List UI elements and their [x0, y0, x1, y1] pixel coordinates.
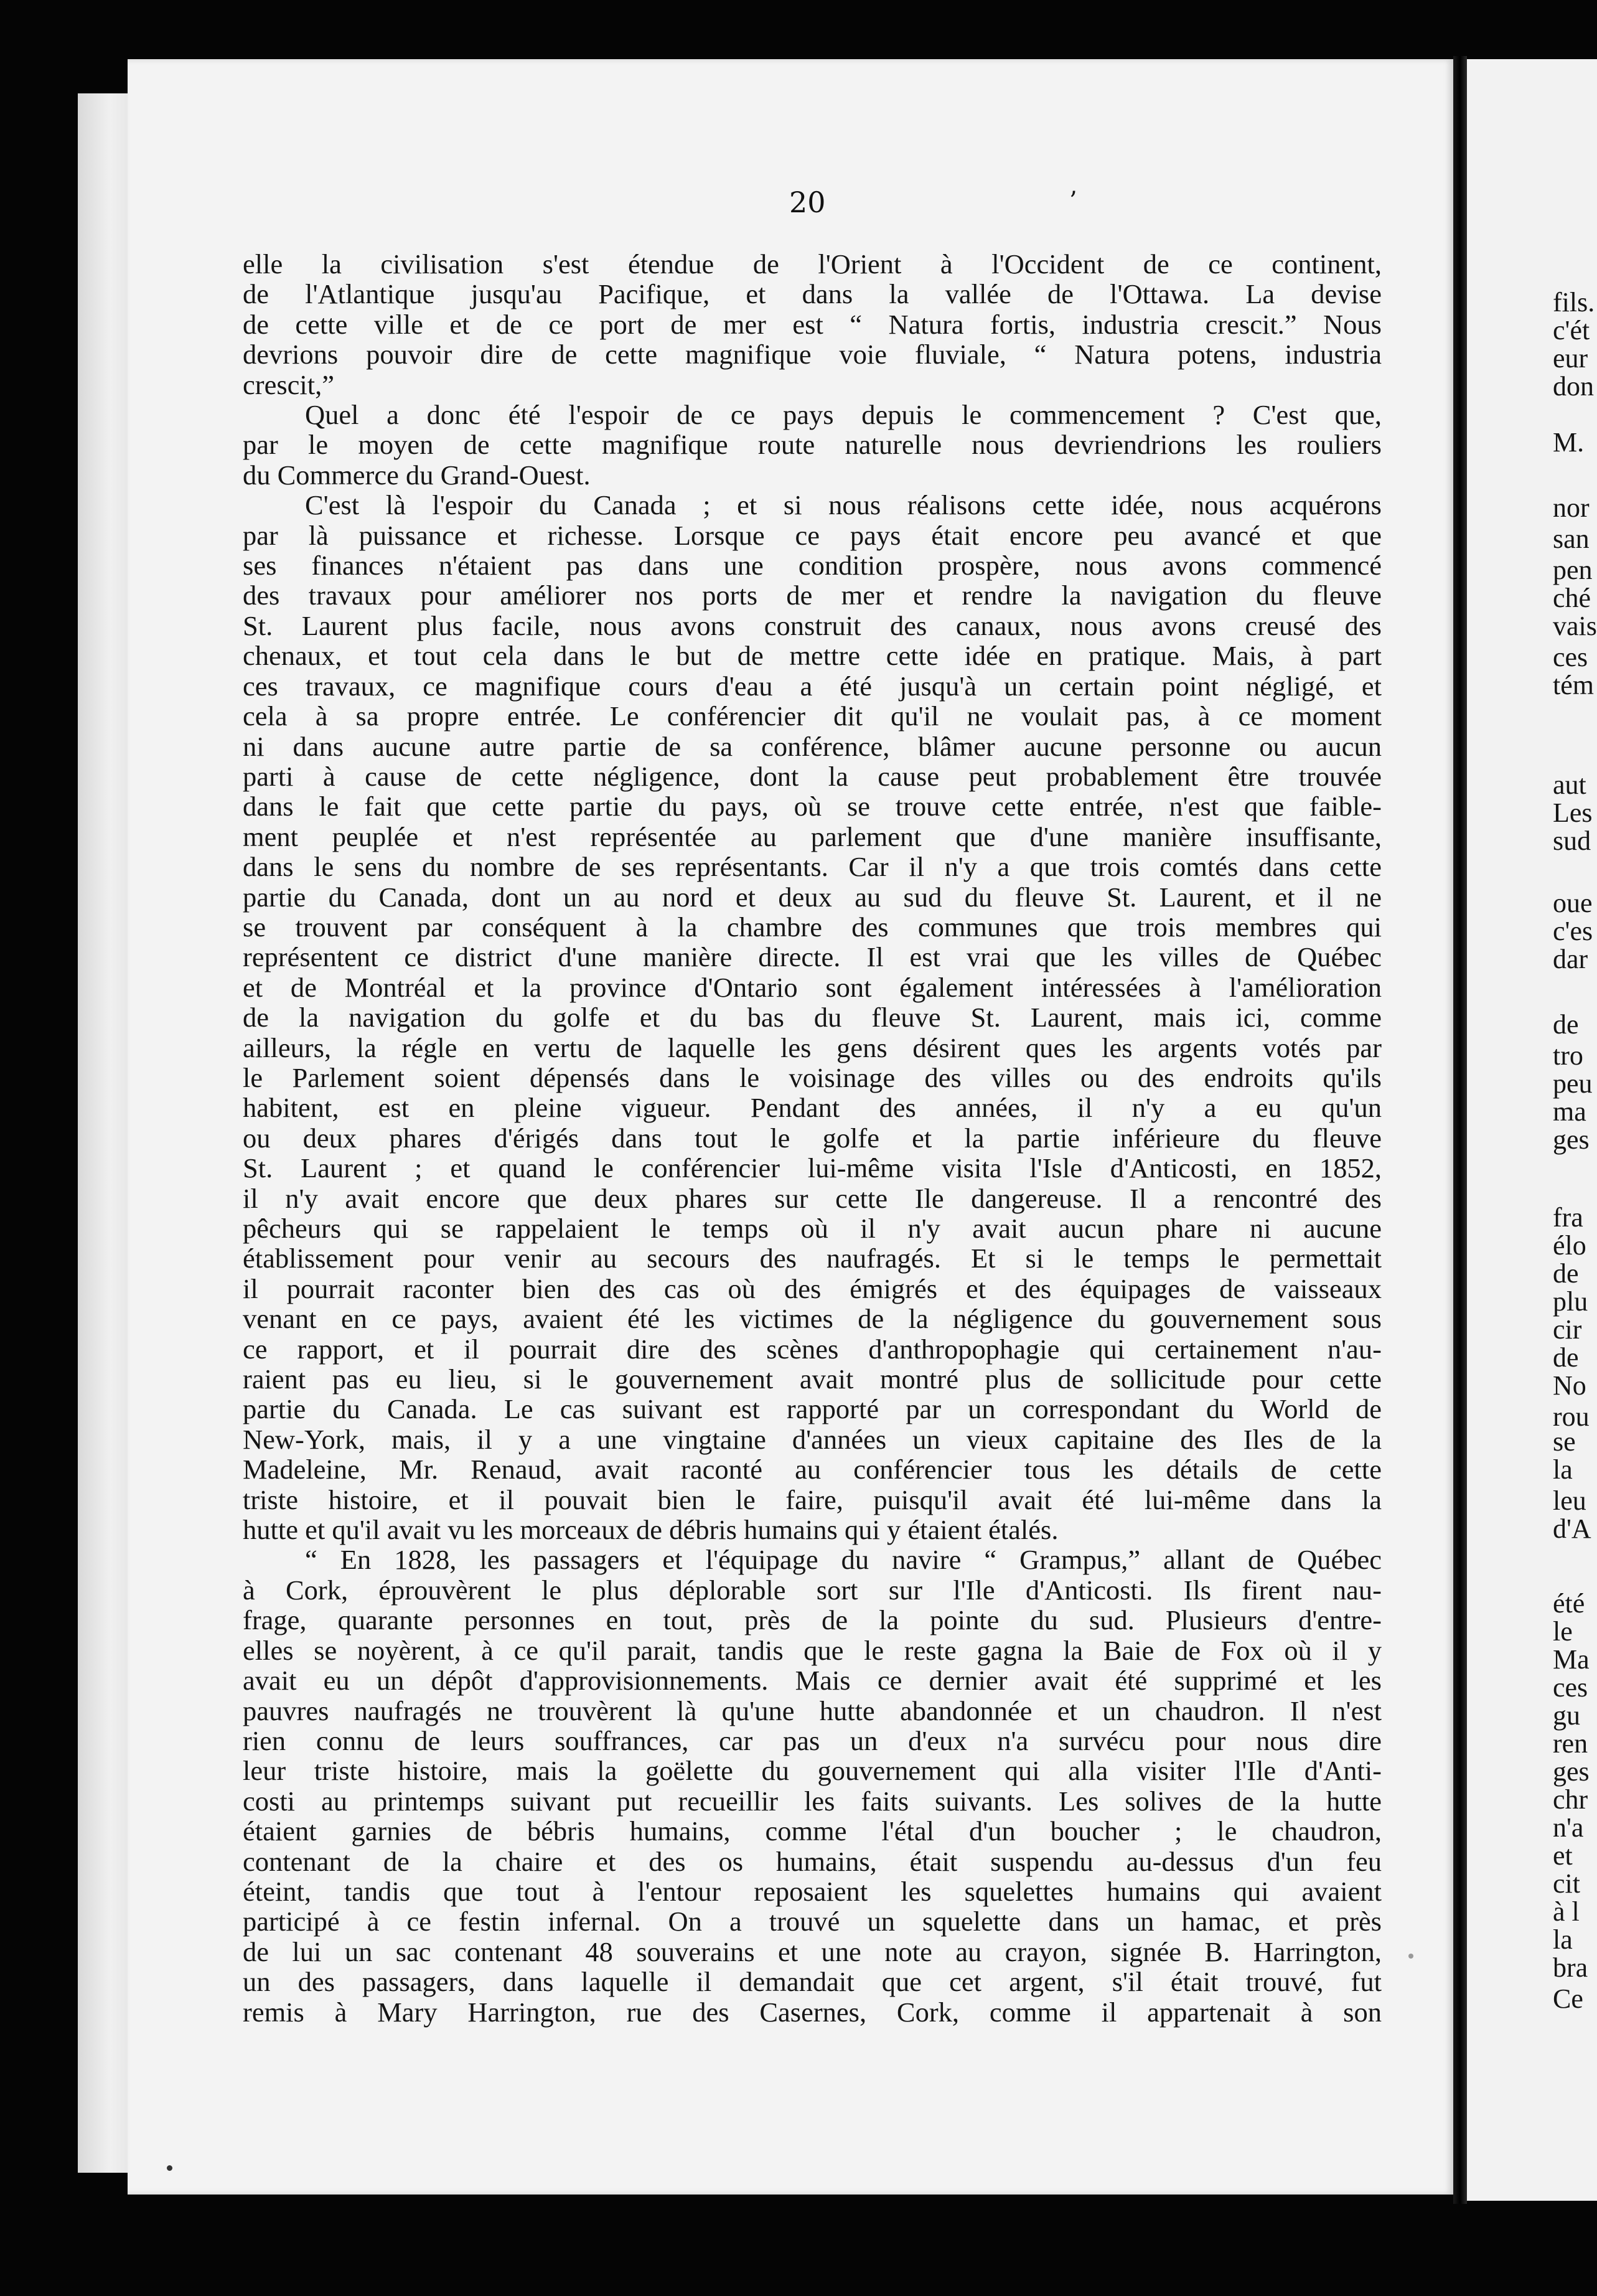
next-page-text-fragment: la — [1553, 1454, 1573, 1485]
text-line: ment peuplée et n'est représentée au parlement que d'une manière insuffisante, — [243, 821, 1382, 852]
next-page-text-fragment: ma — [1553, 1096, 1586, 1127]
text-line: établissement pour venir au secours des naufragés. Et si le temps le permettait — [243, 1243, 1382, 1274]
next-page-text-fragment: ces — [1553, 1672, 1588, 1703]
next-page-text-fragment: oue — [1553, 888, 1593, 918]
body-text — [243, 249, 1382, 2027]
text-line: de cette ville et de ce port de mer est “ Natura fortis, industria crescit.” Nous — [243, 308, 1382, 340]
next-page-text-fragment: ges — [1553, 1756, 1590, 1787]
text-line: elle la civilisation s'est étendue de l'Orient à l'Occident de ce continent, — [243, 248, 1382, 280]
text-line: “ En 1828, les passagers et l'équipage du navire “ Grampus,” allant de Québec — [305, 1544, 1382, 1576]
text-line: St. Laurent ; et quand le conférencier lui-même visita l'Isle d'Anticosti, en 1852, — [243, 1152, 1382, 1184]
next-page-text-fragment: élo — [1553, 1230, 1586, 1261]
text-line: Quel a donc été l'espoir de ce pays depuis le commencement ? C'est que, — [305, 399, 1382, 431]
text-line: ou deux phares d'érigés dans tout le golfe et la partie inférieure du fleuve — [243, 1122, 1382, 1154]
next-page-text-fragment: cir — [1553, 1314, 1582, 1345]
text-line: par là puissance et richesse. Lorsque ce pays était encore peu avancé et que — [243, 519, 1382, 551]
book-gutter — [1453, 56, 1467, 2204]
next-page-text-fragment: de — [1553, 1342, 1579, 1373]
text-line: représentent ce district d'une manière directe. Il est vrai que les villes de Québec — [243, 941, 1382, 973]
next-page-text-fragment: la — [1553, 1924, 1573, 1955]
next-page-text-fragment: tém — [1553, 670, 1594, 700]
next-page-text-fragment: sud — [1553, 826, 1591, 856]
text-line: ses finances n'étaient pas dans une condition prospère, nous avons commencé — [243, 550, 1382, 581]
text-line: pêcheurs qui se rappelaient le temps où il n'y avait aucun phare ni aucune — [243, 1213, 1382, 1244]
next-page-text-fragment: No — [1553, 1370, 1586, 1401]
next-page-text-fragment: fils. — [1553, 287, 1595, 318]
page-number: 20 — [789, 186, 826, 219]
next-page-text-fragment: de — [1553, 1258, 1579, 1289]
next-page-text-fragment: leu — [1553, 1485, 1586, 1516]
ink-speck — [167, 2165, 172, 2171]
text-line: costi au printemps suivant put recueillir les faits suivants. Les solives de la hutte — [243, 1785, 1382, 1817]
next-page-text-fragment: ces — [1553, 642, 1588, 672]
next-page-text-fragment: c'ét — [1553, 315, 1590, 346]
text-line: des travaux pour améliorer nos ports de mer et rendre la navigation du fleuve — [243, 580, 1382, 611]
text-line: ni dans aucune autre partie de sa conférence, blâmer aucune personne ou aucun — [243, 730, 1382, 762]
next-page-text-fragment: et — [1553, 1840, 1573, 1871]
next-page-text-fragment: chr — [1553, 1784, 1588, 1815]
text-line: pauvres naufragés ne trouvèrent là qu'une hutte abandonnée et un chaudron. Il n'est — [243, 1695, 1382, 1726]
next-page-text-fragment: ché — [1553, 583, 1591, 613]
next-page-text-fragment: à l — [1553, 1896, 1580, 1927]
next-page-text-fragment: tro — [1553, 1040, 1583, 1071]
text-line: St. Laurent plus facile, nous avons construit des canaux, nous avons creusé des — [243, 609, 1382, 641]
text-line: par le moyen de cette magnifique route naturelle nous devriendrions les rouliers — [243, 429, 1382, 461]
text-line: C'est là l'espoir du Canada ; et si nous réalisons cette idée, nous acquérons — [305, 489, 1382, 521]
next-page-text-fragment: nor — [1553, 492, 1590, 523]
text-line: contenant de la chaire et des os humains, était suspendu au-dessus d'un feu — [243, 1845, 1382, 1877]
page-mark: ’ — [1069, 187, 1077, 215]
next-page-text-fragment: ren — [1553, 1728, 1588, 1759]
text-line: ce rapport, et il pourrait dire des scènes d'anthropophagie qui certainement n'au- — [243, 1333, 1382, 1365]
next-page-text-fragment: vais — [1553, 611, 1597, 641]
next-page-text-fragment: le — [1553, 1616, 1573, 1647]
text-line: venant en ce pays, avaient été les victimes de la négligence du gouvernement sous — [243, 1303, 1382, 1335]
next-page-text-fragment: aut — [1553, 769, 1586, 800]
next-page-text-fragment: pen — [1553, 555, 1593, 585]
next-page-text-fragment: rou — [1553, 1401, 1590, 1432]
text-line: rien connu de leurs souffrances, car pas un d'eux n'a survécu pour nous dire — [243, 1724, 1382, 1756]
text-line: le Parlement soient dépensés dans le voisinage des villes ou des endroits qu'ils — [243, 1061, 1382, 1093]
text-line: partie du Canada, dont un au nord et deux au sud du fleuve St. Laurent, et il ne — [243, 881, 1382, 913]
text-line: dans le fait que cette partie du pays, où se trouve cette entrée, n'est que faible- — [243, 791, 1382, 822]
text-line: leur triste histoire, mais la goëlette du gouvernement qui alla visiter l'Ile d'Anti- — [243, 1755, 1382, 1787]
text-line: New-York, mais, il y a une vingtaine d'années un vieux capitaine des Iles de la — [243, 1423, 1382, 1455]
text-line: crescit,” — [243, 369, 334, 400]
text-line: hutte et qu'il avait vu les morceaux de débris humains qui y étaient étalés. — [243, 1514, 1059, 1546]
text-line: se trouvent par conséquent à la chambre des communes que trois membres qui — [243, 911, 1382, 943]
text-line: elles se noyèrent, à ce qu'il parait, tandis que le reste gagna la Baie de Fox où il y — [243, 1634, 1382, 1666]
ink-speck — [1408, 1954, 1413, 1959]
next-page-text-fragment: Les — [1553, 797, 1593, 828]
text-line: devrions pouvoir dire de cette magnifique voie fluviale, “ Natura potens, industria — [243, 339, 1382, 370]
text-line: un des passagers, dans laquelle il demandait que cet argent, s'il était trouvé, fut — [243, 1966, 1382, 1998]
text-line: il pourrait raconter bien des cas où des émigrés et des équipages de vaisseaux — [243, 1273, 1382, 1304]
text-line: chenaux, et tout cela dans le but de mettre cette idée en pratique. Mais, à part — [243, 640, 1382, 672]
text-line: Madeleine, Mr. Renaud, avait raconté au conférencier tous les détails de cette — [243, 1454, 1382, 1485]
text-line: ailleurs, la régle en vertu de laquelle les gens désirent ques les argents votés par — [243, 1032, 1382, 1063]
next-page-text-fragment: gu — [1553, 1700, 1580, 1731]
text-line: de lui un sac contenant 48 souverains et une note au crayon, signée B. Harrington, — [243, 1936, 1382, 1967]
next-page-text-fragment: d'A — [1553, 1513, 1591, 1544]
next-page-text-fragment: M. — [1553, 427, 1585, 458]
text-line: raient pas eu lieu, si le gouvernement avait montré plus de sollicitude pour cette — [243, 1363, 1382, 1395]
next-page-text-fragment: Ce — [1553, 1983, 1583, 2014]
text-line: partie du Canada. Le cas suivant est rapporté par un correspondant du World de — [243, 1393, 1382, 1425]
next-page-text-fragment: Ma — [1553, 1644, 1590, 1675]
next-page-text-fragment: n'a — [1553, 1812, 1584, 1843]
text-line: de la navigation du golfe et du bas du fleuve St. Laurent, mais ici, comme — [243, 1002, 1382, 1033]
text-line: du Commerce du Grand-Ouest. — [243, 459, 591, 491]
text-line: triste histoire, et il pouvait bien le faire, puisqu'il avait été lui-même dans la — [243, 1484, 1382, 1515]
next-page-text-fragment: peu — [1553, 1068, 1593, 1099]
text-line: habitent, est en pleine vigueur. Pendant des années, il n'y a eu qu'un — [243, 1092, 1382, 1124]
text-line: cela à sa propre entrée. Le conférencier dit qu'il ne voulait pas, à ce moment — [243, 700, 1382, 732]
next-page-text-fragment: don — [1553, 371, 1594, 402]
text-line: frage, quarante personnes en tout, près de la pointe du sud. Plusieurs d'entre- — [243, 1604, 1382, 1636]
next-page-strip — [1467, 59, 1597, 2201]
next-page-text-fragment: se — [1553, 1426, 1576, 1457]
next-page-text-fragment: cit — [1553, 1868, 1580, 1899]
text-line: à Cork, éprouvèrent le plus déplorable sort sur l'Ile d'Anticosti. Ils firent nau- — [243, 1574, 1382, 1606]
next-page-text-fragment: eur — [1553, 343, 1588, 374]
next-page-text-fragment: bra — [1553, 1952, 1588, 1983]
text-line: participé à ce festin infernal. On a trouvé un squelette dans un hamac, et près — [243, 1906, 1382, 1937]
next-page-text-fragment: plu — [1553, 1286, 1588, 1317]
text-line: de l'Atlantique jusqu'au Pacifique, et dans la vallée de l'Ottawa. La devise — [243, 278, 1382, 310]
next-page-text-fragment: c'es — [1553, 916, 1593, 946]
next-page-text-fragment: été — [1553, 1588, 1585, 1619]
next-page-text-fragment: de — [1553, 1009, 1579, 1040]
text-line: étaient garnies de bébris humains, comme l'étal d'un boucher ; le chaudron, — [243, 1815, 1382, 1847]
next-page-text-fragment: fra — [1553, 1202, 1583, 1233]
text-line: remis à Mary Harrington, rue des Casernes, Cork, comme il appartenait à son — [243, 1996, 1382, 2028]
next-page-text-fragment: ges — [1553, 1124, 1590, 1155]
next-page-text-fragment: san — [1553, 524, 1590, 554]
text-line: éteint, tandis que tout à l'entour reposaient les squelettes humains qui avaient — [243, 1875, 1382, 1907]
text-line: parti à cause de cette négligence, dont la cause peut probablement être trouvée — [243, 760, 1382, 792]
text-line: et de Montréal et la province d'Ontario sont également intéressées à l'amélioration — [243, 971, 1382, 1003]
text-line: il n'y avait encore que deux phares sur cette Ile dangereuse. Il a rencontré des — [243, 1182, 1382, 1214]
next-page-text-fragment: dar — [1553, 944, 1588, 974]
text-line: ces travaux, ce magnifique cours d'eau a été jusqu'à un certain point négligé, et — [243, 670, 1382, 702]
text-line: dans le sens du nombre de ses représentants. Car il n'y a que trois comtés dans cette — [243, 851, 1382, 883]
text-line: avait eu un dépôt d'approvisionnements. Mais ce dernier avait été supprimé et les — [243, 1665, 1382, 1696]
